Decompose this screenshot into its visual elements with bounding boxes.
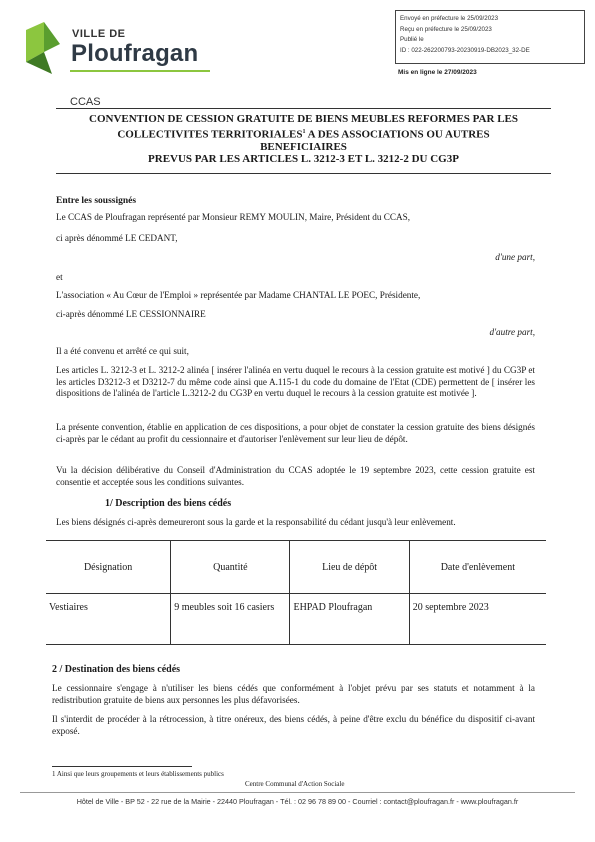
logo-ville-de: VILLE DE [72,28,126,40]
et-text: et [56,272,63,282]
autre-part: d'autre part, [489,327,535,337]
stamp-id: ID : 022-262200793-20230919-DB2023_32-DE [400,46,530,54]
header-date: Date d'enlèvement [409,541,546,594]
cell-lieu: EHPAD Ploufragan [290,594,409,645]
header-quantite: Quantité [171,541,290,594]
cessionnaire-designation: ci-après dénommé LE CESSIONNAIRE [56,309,206,319]
title-line-4: PREVUS PAR LES ARTICLES L. 3212-3 ET L. 3212-2 DU CG3P [148,153,459,166]
logo-ploufragan: Ploufragan [71,40,199,67]
section-2-heading: 2 / Destination des biens cédés [52,664,181,675]
ploufragan-logo-icon [22,22,62,74]
cedant-paragraph: Le CCAS de Ploufragan représenté par Monsieur REMY MOULIN, Maire, Président du CCAS, [56,212,411,222]
section-2-paragraph-2: Il s'interdit de procéder à la rétrocession, à titre onéreux, des biens cédés, à peine d'être exclu du bénéfice du dispositif ci-avant exposé. [52,714,535,736]
section-2-paragraph-1: Le cessionnaire s'engage à n'utiliser les biens cédés que conformément à l'objet prévu par ses statuts et notamment à la redistribution gratuite de biens aux personnes les plus défavorisées. [52,683,535,705]
cell-quantite: 9 meubles soit 16 casiers [171,594,290,645]
cell-date: 20 septembre 2023 [409,594,546,645]
une-part: d'une part, [495,252,535,262]
footnote-text: 1 Ainsi que leurs groupements et leurs établissements publics [52,770,224,778]
logo-underline [70,70,210,72]
cell-designation: Vestiaires [46,594,171,645]
goods-table [46,540,546,645]
footer-address: Hôtel de Ville - BP 52 - 22 rue de la Mairie - 22440 Ploufragan - Tél. : 02 96 78 89 00 - Courriel : contact@ploufragan.fr - www.ploufragan.fr [76,797,519,806]
title-line-1: CONVENTION DE CESSION GRATUITE DE BIENS MEUBLES REFORMES PAR LES [89,113,518,125]
document-title [56,108,551,174]
table-row [46,594,546,645]
cedant-designation: ci après dénommé LE CEDANT, [56,233,178,243]
ccas-label: CCAS [70,96,101,108]
stamp-published: Publié le [400,36,424,43]
stamp-received: Reçu en préfecture le 25/09/2023 [400,25,492,33]
section-1-text: Les biens désignés ci-après demeureront sous la garde et la responsabilité du cédant jusqu'à leur enlèvement. [56,517,456,527]
stamp-sent: Envoyé en préfecture le 25/09/2023 [400,15,499,22]
title-line-2: COLLECTIVITES TERRITORIALES$^1$ A DES ASSOCIATIONS OU AUTRES [117,128,490,141]
convention-object-paragraph: La présente convention, établie en application de ces dispositions, a pour objet de constater la cession gratuite des biens désignés ci-après par le cédant au profit du cessionnaire et d'autoriser l'enlèvement sur leur lieu de dépôt. [56,422,535,444]
footnote-divider [52,766,192,767]
header-lieu: Lieu de dépôt [290,541,409,594]
section-1-heading: 1/ Description des biens cédés [105,498,232,509]
title-line-3: BENEFICIAIRES [260,140,347,153]
convenu-text: Il a été convenu et arrêté ce qui suit, [56,346,189,356]
footnote-center: Centre Communal d'Action Sociale [245,780,345,788]
prefecture-stamp [395,10,585,64]
cessionnaire-paragraph: L'association « Au Cœur de l'Emploi » représentée par Madame CHANTAL LE POEC, Présidente, [56,290,421,300]
online-date: Mis en ligne le 27/09/2023 [398,69,477,76]
decision-paragraph: Vu la décision délibérative du Conseil d'Administration du CCAS adoptée le 19 septembre 2023, cette cession gratuite est consentie et acceptée sous les conditions suivantes. [56,465,535,487]
articles-paragraph: Les articles L. 3212-3 et L. 3212-2 alinéa [ insérer l'alinéa en vertu duquel le recours à la cession gratuite est motivé ] du CG3P et les articles D3212-3 et D3212-7 du même code ainsi que A.115-1 du code du domaine de l'Etat (CDE) permettent de [ insérer les dispositions de l'alinéa de l'article L.3212-2 du CG3P en vertu duquel le recours à la cession gratuite est motivée ]. [56,365,535,398]
parties-heading: Entre les soussignés [56,196,137,206]
header-designation: Désignation [46,541,171,594]
footnote-ref: 1 [302,128,306,135]
table-header-row [46,541,546,594]
footer-divider [20,792,575,793]
